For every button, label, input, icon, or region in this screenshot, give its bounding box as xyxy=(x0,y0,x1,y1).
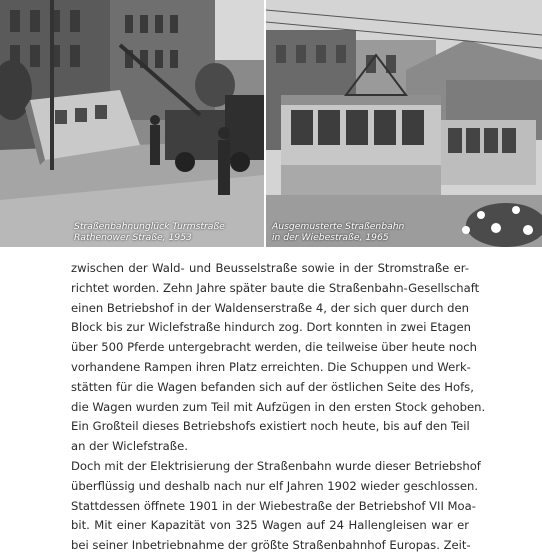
body-line: Stattdessen öffnete 1901 in der Wiebestraße der Betriebshof VII Moa- xyxy=(71,498,476,513)
body-line: richtet worden. Zehn Jahre später baute die Straßenbahn-Gesellschaft xyxy=(71,280,480,295)
body-line: an der Wiclefstraße. xyxy=(71,439,188,454)
body-line: bei seiner Inbetriebnahme der größte Straßenbahnhof Europas. Zeit- xyxy=(71,538,471,553)
caption-right-line1: Ausgemusterte Straßenbahn xyxy=(272,221,405,232)
caption-right-line2: in der Wiebestraße, 1965 xyxy=(272,232,389,243)
body-line: stätten für die Wagen befanden sich auf der östlichen Seite des Hofs, xyxy=(71,379,474,394)
body-line: die Wagen wurden zum Teil mit Aufzügen in den ersten Stock gehoben. xyxy=(71,399,486,414)
body-text xyxy=(71,259,486,556)
body-line: Ein Großteil dieses Betriebshofs existiert noch heute, bis auf den Teil xyxy=(71,419,470,434)
tram-accident-image xyxy=(0,0,264,247)
caption-left-line2: Rathenower Straße, 1953 xyxy=(74,232,192,243)
photo-decommissioned-tram xyxy=(266,0,542,247)
photo-caption-right xyxy=(266,219,542,247)
body-line: zwischen der Wald- und Beusselstraße sowie in der Stromstraße er- xyxy=(71,261,469,275)
body-line: über 500 Pferde untergebracht werden, die teilweise über heute noch xyxy=(71,340,477,355)
body-line: bit. Mit einer Kapazität von 325 Wagen auf 24 Hallengleisen war er xyxy=(71,518,469,533)
decommissioned-tram-image xyxy=(266,0,542,247)
caption-left-line1: Straßenbahnunglück Turmstraße xyxy=(74,221,225,232)
body-line: einen Betriebshof in der Waldenserstraße 4, der sich quer durch den xyxy=(71,300,469,315)
photo-caption-left xyxy=(74,219,264,247)
photo-tram-accident xyxy=(0,0,264,247)
body-line: überflüssig und deshalb nach nur elf Jahren 1902 wieder geschlossen. xyxy=(71,478,479,493)
photo-row xyxy=(0,0,542,247)
body-line: Doch mit der Elektrisierung der Straßenbahn wurde dieser Betriebshof xyxy=(71,458,481,473)
body-line: vorhandene Rampen ihren Platz erreichten. Die Schuppen und Werk- xyxy=(71,359,471,374)
body-line: Block bis zur Wiclefstraße hindurch zog. Dort konnten in zwei Etagen xyxy=(71,320,472,335)
